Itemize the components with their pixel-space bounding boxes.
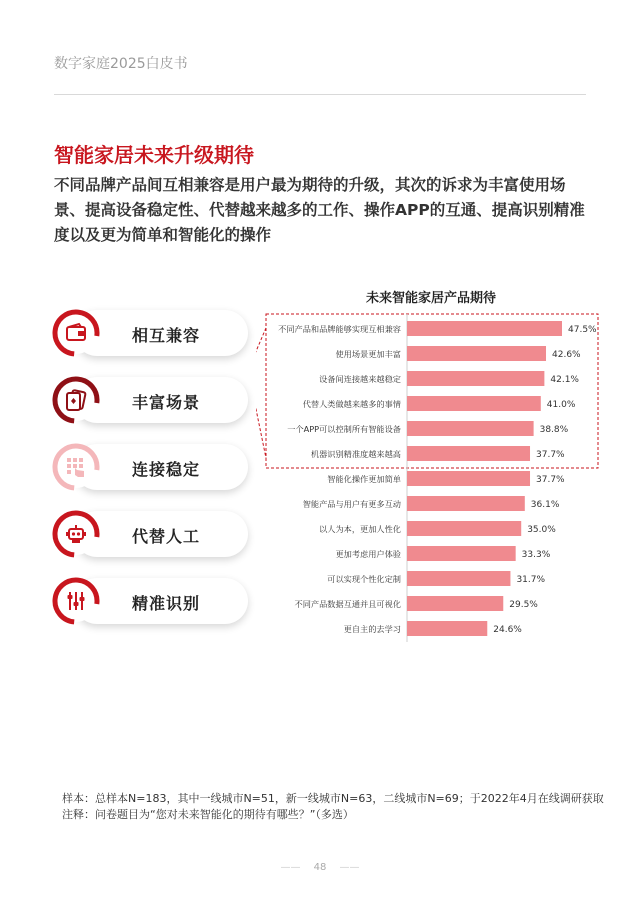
value-label: 29.5% xyxy=(509,600,538,610)
value-label: 37.7% xyxy=(536,450,565,460)
value-label: 47.5% xyxy=(568,325,597,335)
value-label: 42.6% xyxy=(552,350,581,360)
value-label: 24.6% xyxy=(493,625,522,635)
highlight-pill xyxy=(52,443,248,491)
bar xyxy=(407,471,530,486)
category-label: 可以实现个性化定制 xyxy=(327,574,401,584)
sliders-icon xyxy=(64,589,88,613)
value-label: 38.8% xyxy=(539,425,569,435)
section-summary: 不同品牌产品间互相兼容是用户最为期待的升级，其次的诉求为丰富使用场景、提高设备稳定性、代替越来越多的工作、操作APP的互通、提高识别精准度以及更为简单和智能化的操作 xyxy=(54,176,585,244)
wallet-icon xyxy=(64,321,88,345)
bar xyxy=(407,371,544,386)
value-label: 36.1% xyxy=(530,500,560,510)
footer-dash-left: —— xyxy=(280,862,301,873)
value-label: 41.0% xyxy=(546,400,576,410)
document-title: 数字家庭2025白皮书 xyxy=(54,56,188,72)
bar xyxy=(407,421,534,436)
category-label: 智能产品与用户有更多互动 xyxy=(302,499,401,509)
value-label: 42.1% xyxy=(550,375,579,385)
highlight-pill xyxy=(52,510,248,558)
value-label: 33.3% xyxy=(521,550,551,560)
bar xyxy=(407,346,546,361)
cards-icon xyxy=(64,388,88,412)
highlight-box xyxy=(266,314,598,468)
category-label: 机器识别精准度越来越高 xyxy=(310,449,401,459)
category-label: 代替人类做越来越多的事情 xyxy=(302,399,401,409)
highlight-label: 连接稳定 xyxy=(132,460,201,479)
bar xyxy=(407,596,503,611)
bar xyxy=(407,496,525,511)
robot-icon xyxy=(64,522,88,546)
bar xyxy=(407,546,516,561)
touch-grid-icon xyxy=(64,455,88,479)
category-label: 以人为本，更加人性化 xyxy=(319,524,401,534)
category-label: 智能化操作更加简单 xyxy=(327,474,401,484)
footer-dash-right: —— xyxy=(339,862,360,873)
highlight-pill xyxy=(52,309,248,357)
bar xyxy=(407,521,521,536)
bar xyxy=(407,446,530,461)
bar xyxy=(407,396,541,411)
highlight-pill xyxy=(52,376,248,424)
chart-title: 未来智能家居产品期待 xyxy=(365,291,496,306)
highlight-label: 相互兼容 xyxy=(132,326,201,345)
value-label: 35.0% xyxy=(527,525,556,535)
highlight-label: 代替人工 xyxy=(132,527,201,546)
category-label: 不同产品和品牌能够实现互相兼容 xyxy=(278,324,401,334)
sample-note: 样本：总样本N=183，其中一线城市N=51，新一线城市N=63，二线城市N=69；于2022年4月在线调研获取 xyxy=(62,792,604,805)
category-label: 更自主的去学习 xyxy=(343,624,401,634)
category-label: 更加考虑用户体验 xyxy=(335,549,401,559)
value-label: 37.7% xyxy=(536,475,565,485)
highlight-label: 精准识别 xyxy=(132,594,201,613)
page-number: 48 xyxy=(313,862,327,873)
category-label: 使用场景更加丰富 xyxy=(335,349,401,359)
section-title: 智能家居未来升级期待 xyxy=(54,143,254,167)
category-label: 一个APP可以控制所有智能设备 xyxy=(287,424,401,434)
highlight-pill xyxy=(52,577,248,625)
bar xyxy=(407,621,487,636)
highlight-connector xyxy=(256,328,266,458)
highlight-label: 丰富场景 xyxy=(132,393,201,412)
category-label: 不同产品数据互通并且可视化 xyxy=(294,599,401,609)
header-divider xyxy=(54,94,586,95)
value-label: 31.7% xyxy=(516,575,546,585)
page-footer xyxy=(0,862,640,873)
remark-note: 注释：问卷题目为“您对未来智能化的期待有哪些？”（多选） xyxy=(62,808,354,821)
category-label: 设备间连接越来越稳定 xyxy=(319,374,401,384)
bar xyxy=(407,571,510,586)
bar xyxy=(407,321,562,336)
bar-chart xyxy=(256,312,601,642)
